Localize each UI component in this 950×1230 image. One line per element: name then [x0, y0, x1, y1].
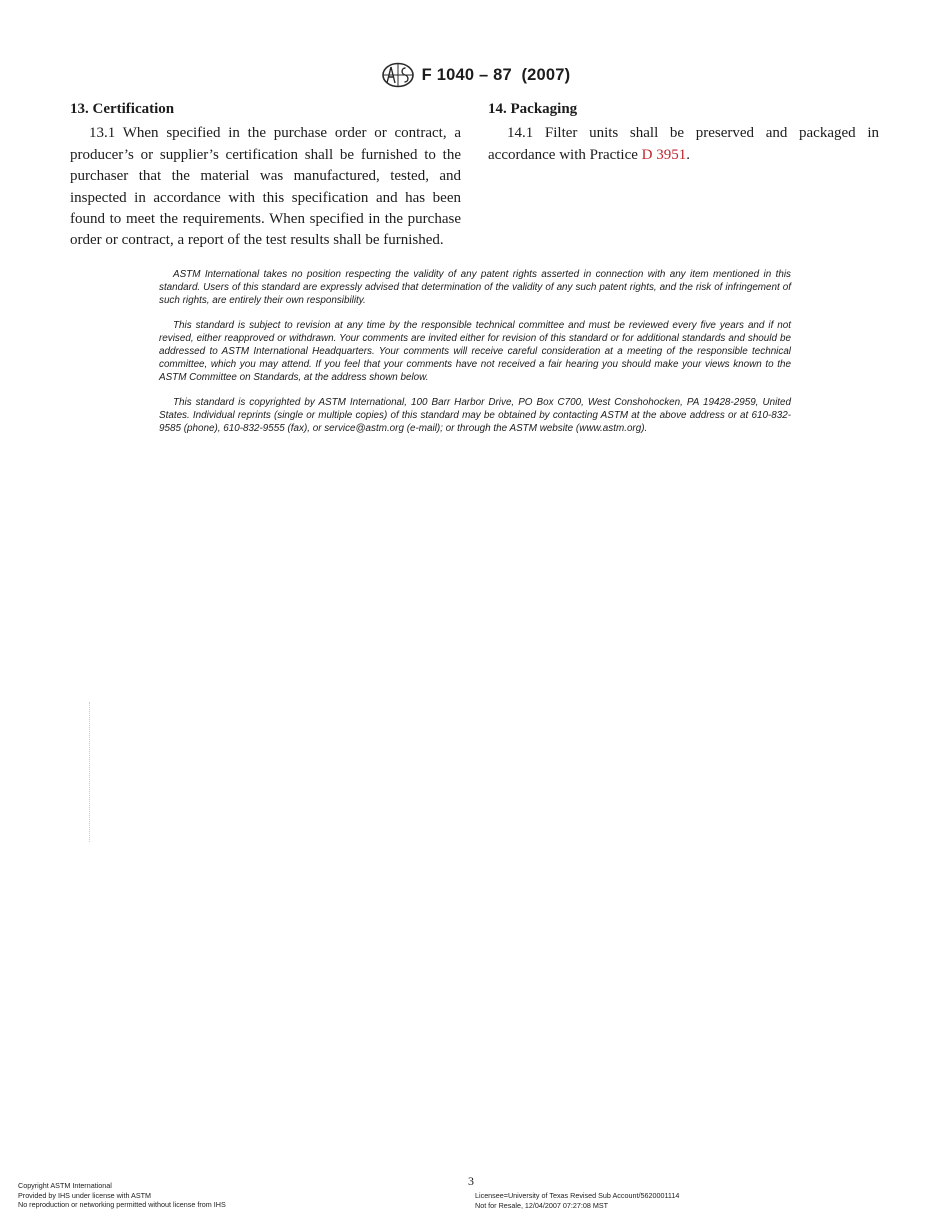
- section-certification: [70, 99, 461, 252]
- section-title: 13. Certification: [70, 101, 175, 117]
- section-paragraph: 13.1 When specified in the purchase order or contract, a producer’s or supplier’s certification shall be furnished to the purchaser that the material was manufactured, tested, and inspected in accordance with this specification and has been found to meet the requirements. When specified in the purchase order or contract, a report of the test results shall be furnished.: [70, 125, 461, 249]
- astm-logo-icon: [380, 62, 416, 88]
- section-paragraph: [488, 123, 879, 166]
- patent-notice: ASTM International takes no position respecting the validity of any patent rights asserted in connection with any item mentioned in this standard. Users of this standard are expressly advised that determination of the validity of any such patent rights, and the risk of infringement of such rights, are entirely their own responsibility.: [159, 269, 791, 306]
- footer-license-right: [475, 1191, 679, 1210]
- reference-link-d3951[interactable]: D 3951: [641, 146, 687, 163]
- footer-line: No reproduction or networking permitted without license from IHS: [18, 1200, 226, 1210]
- copyright-notice: This standard is copyrighted by ASTM International, 100 Barr Harbor Drive, PO Box C700, West Conshohocken, PA 19428-2959, United States. Individual reprints (single or multiple copies) of this standard may be obtained by contacting ASTM at the above address or at 610-832-9585 (phone), 610-832-9555 (fax), or service@astm.org (e-mail); or through the ASTM website (www.astm.org).: [159, 397, 791, 434]
- document-designation: F 1040 – 87 (2007): [421, 65, 571, 84]
- revision-notice: This standard is subject to revision at any time by the responsible technical committee and must be reviewed every five years and if not revised, either reapproved or withdrawn. Your comments are invited either for revision of this standard or for additional standards and should be addressed to ASTM International Headquarters. Your comments will receive careful consideration at a meeting of the responsible technical committee, which you may attend. If you feel that your comments have not received a fair hearing you should make your views known to the ASTM Committee on Standards, at the address shown below.: [159, 320, 791, 383]
- footer-line: Copyright ASTM International: [18, 1181, 112, 1190]
- footer-line: Not for Resale, 12/04/2007 07:27:08 MST: [475, 1200, 609, 1210]
- scan-artifact: [89, 702, 93, 842]
- footer-line: Licensee=University of Texas Revised Sub Account/5620001114: [475, 1191, 680, 1200]
- paragraph-text-end: .: [686, 146, 691, 163]
- paragraph-text: 14.1 Filter units shall be preserved and packaged in accordance with Practice: [488, 125, 879, 163]
- standard-notices: [159, 268, 791, 447]
- footer-line: Provided by IHS under license with ASTM: [18, 1190, 152, 1200]
- footer-license-left: [18, 1181, 226, 1210]
- section-packaging: [488, 99, 879, 166]
- page-number: 3: [468, 1174, 474, 1188]
- document-header: [0, 62, 950, 88]
- section-title: 14. Packaging: [488, 101, 578, 117]
